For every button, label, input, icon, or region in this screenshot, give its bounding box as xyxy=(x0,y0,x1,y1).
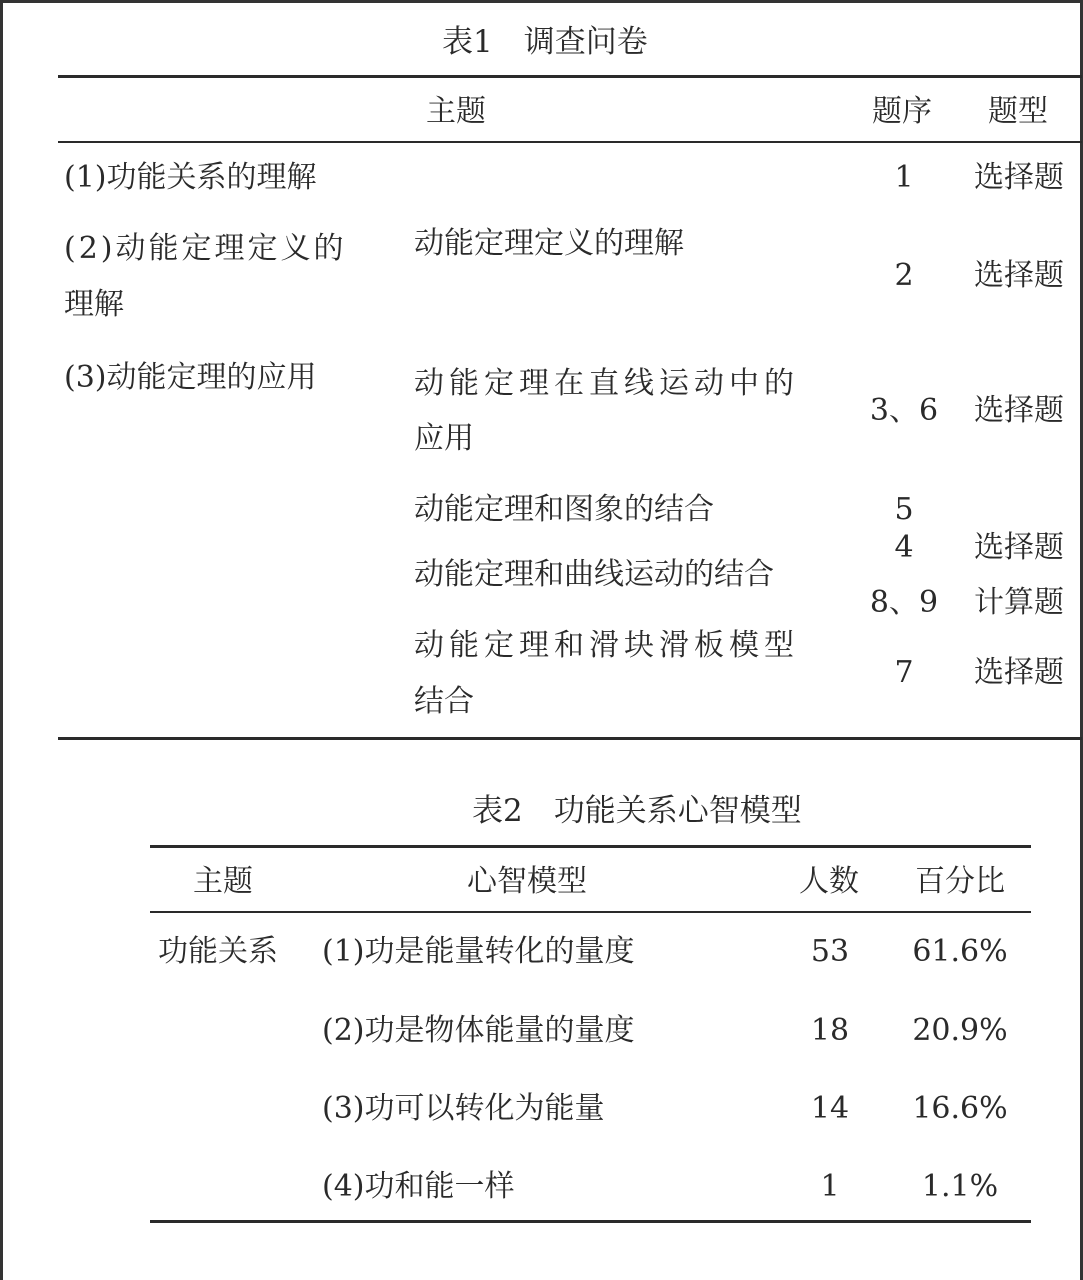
table1-row1-type: 选择题 xyxy=(974,160,1064,195)
table2-top-rule xyxy=(150,845,1031,848)
table2-topic: 功能关系 xyxy=(158,934,278,969)
table2-header-rule xyxy=(150,911,1031,913)
table2-row2-percent: 20.9% xyxy=(912,1013,1008,1048)
table1-row7-order: 7 xyxy=(894,655,914,690)
table1-row5-type: 选择题 xyxy=(974,530,1064,565)
table2-header-topic: 主题 xyxy=(193,864,253,899)
table1-row3-sub-line2: 应用 xyxy=(414,421,474,456)
table1-row1-topic: (1)功能关系的理解 xyxy=(64,160,317,195)
table1-row2-order: 2 xyxy=(894,258,914,293)
table1-row7-sub-line2: 结合 xyxy=(414,684,474,719)
table2-row3-model: (3)功可以转化为能量 xyxy=(322,1091,605,1126)
table1-row3-type: 选择题 xyxy=(974,393,1064,428)
table1-row6-order: 8、9 xyxy=(869,585,939,620)
table1-bottom-rule xyxy=(58,737,1082,740)
table1-row1-order: 1 xyxy=(894,160,914,195)
table1-header-order: 题序 xyxy=(872,94,932,129)
table1-caption: 表1 调查问卷 xyxy=(442,24,648,60)
table2-row1-model: (1)功是能量转化的量度 xyxy=(322,934,635,969)
table2-row2-model: (2)功是物体能量的量度 xyxy=(322,1013,635,1048)
table2-caption: 表2 功能关系心智模型 xyxy=(472,793,802,829)
table1-header-topic: 主题 xyxy=(426,94,486,129)
table1-row3-order: 3、6 xyxy=(869,393,939,428)
page-frame-top xyxy=(0,0,1083,3)
table2-header-model: 心智模型 xyxy=(467,864,587,899)
table2-row4-percent: 1.1% xyxy=(921,1169,999,1204)
table2-row1-percent: 61.6% xyxy=(912,934,1008,969)
table1-row2-topic-line1: (2)动能定理定义的 xyxy=(64,231,347,266)
table2-header-percent: 百分比 xyxy=(915,864,1005,899)
table2-bottom-rule xyxy=(150,1220,1031,1223)
table2-header-count: 人数 xyxy=(799,864,859,899)
table1-header-rule xyxy=(58,141,1082,143)
table1-row3-topic: (3)动能定理的应用 xyxy=(64,360,317,395)
table2-row4-model: (4)功和能一样 xyxy=(322,1169,515,1204)
table1-top-rule xyxy=(58,75,1082,78)
table1-row3-sub-line1: 动能定理在直线运动中的 xyxy=(414,366,799,401)
table1-row4-order: 5 xyxy=(894,492,914,527)
table2-row2-count: 18 xyxy=(810,1013,850,1048)
table1-row4-sub: 动能定理和图象的结合 xyxy=(414,492,714,527)
table1-header-type: 题型 xyxy=(988,94,1048,129)
table1-row7-type: 选择题 xyxy=(974,655,1064,690)
table1-row7-sub-line1: 动能定理和滑块滑板模型 xyxy=(414,628,799,663)
table2-row3-count: 14 xyxy=(810,1091,850,1126)
table2-row4-count: 1 xyxy=(820,1169,840,1204)
table1-row2-sub: 动能定理定义的理解 xyxy=(414,226,684,261)
page-frame-left xyxy=(0,0,3,1280)
table1-row5-order: 4 xyxy=(894,530,914,565)
table1-row6-type: 计算题 xyxy=(974,585,1064,620)
table2-row1-count: 53 xyxy=(810,934,850,969)
table1-row2-type: 选择题 xyxy=(974,258,1064,293)
table1-row2-topic-line2: 理解 xyxy=(64,287,124,322)
table1-row6-sub: 动能定理和曲线运动的结合 xyxy=(414,557,774,592)
table2-row3-percent: 16.6% xyxy=(912,1091,1008,1126)
